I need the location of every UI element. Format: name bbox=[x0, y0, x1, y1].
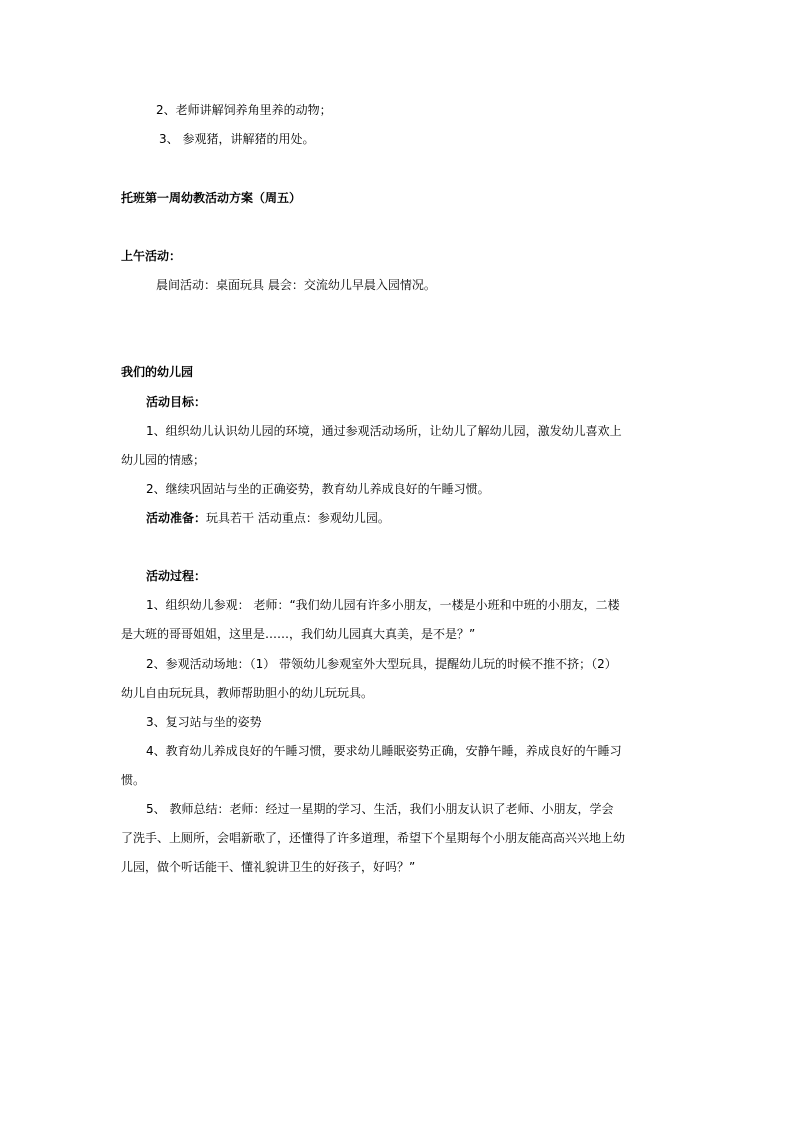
intro-step-3: 3、 参观猪，讲解猪的用处。 bbox=[159, 132, 315, 146]
process-5-line-2: 了洗手、上厕所，会唱新歌了，还懂得了许多道理，希望下个星期每个小朋友能高高兴兴地上幼 bbox=[121, 831, 626, 845]
goal-1-line-2: 幼儿园的情感； bbox=[121, 453, 206, 467]
goals-label: 活动目标： bbox=[146, 395, 207, 409]
goal-2: 2、继续巩固站与坐的正确姿势，教育幼儿养成良好的午睡习惯。 bbox=[146, 482, 490, 496]
process-label: 活动过程： bbox=[146, 569, 207, 583]
process-5-line-3: 儿园，做个听话能干、懂礼貌讲卫生的好孩子，好吗？” bbox=[121, 860, 416, 874]
intro-step-2: 2、老师讲解饲养角里养的动物； bbox=[156, 103, 332, 117]
morning-activity-label: 上午活动： bbox=[121, 249, 182, 263]
process-2-line-1: 2、参观活动场地：（1） 带领幼儿参观室外大型玩具，提醒幼儿玩的时候不推不挤；（2） bbox=[146, 657, 617, 671]
process-1-line-2: 是大班的哥哥姐姐，这里是……，我们幼儿园真大真美，是不是？” bbox=[121, 627, 476, 641]
preparation-detail: 玩具若干 活动重点：参观幼儿园。 bbox=[206, 511, 390, 525]
process-3: 3、复习站与坐的姿势 bbox=[146, 715, 262, 729]
preparation-label: 活动准备： bbox=[146, 511, 207, 525]
morning-activity-detail: 晨间活动：桌面玩具 晨会：交流幼儿早晨入园情况。 bbox=[156, 278, 436, 292]
preparation-row bbox=[146, 510, 390, 526]
lesson-title: 我们的幼儿园 bbox=[121, 365, 194, 379]
process-5-line-1: 5、 教师总结：老师：经过一星期的学习、生活，我们小朋友认识了老师、小朋友，学会 bbox=[146, 802, 614, 816]
process-4-line-2: 惯。 bbox=[121, 773, 146, 787]
process-2-line-2: 幼儿自由玩玩具，教师帮助胆小的幼儿玩玩具。 bbox=[121, 686, 374, 700]
friday-plan-title: 托班第一周幼教活动方案（周五） bbox=[121, 191, 302, 205]
process-1-line-1: 1、组织幼儿参观： 老师：“我们幼儿园有许多小朋友，一楼是小班和中班的小朋友，二楼 bbox=[146, 598, 620, 612]
process-4-line-1: 4、教育幼儿养成良好的午睡习惯，要求幼儿睡眠姿势正确，安静午睡，养成良好的午睡习 bbox=[146, 744, 622, 758]
goal-1-line-1: 1、组织幼儿认识幼儿园的环境，通过参观活动场所，让幼儿了解幼儿园，激发幼儿喜欢上 bbox=[146, 424, 622, 438]
